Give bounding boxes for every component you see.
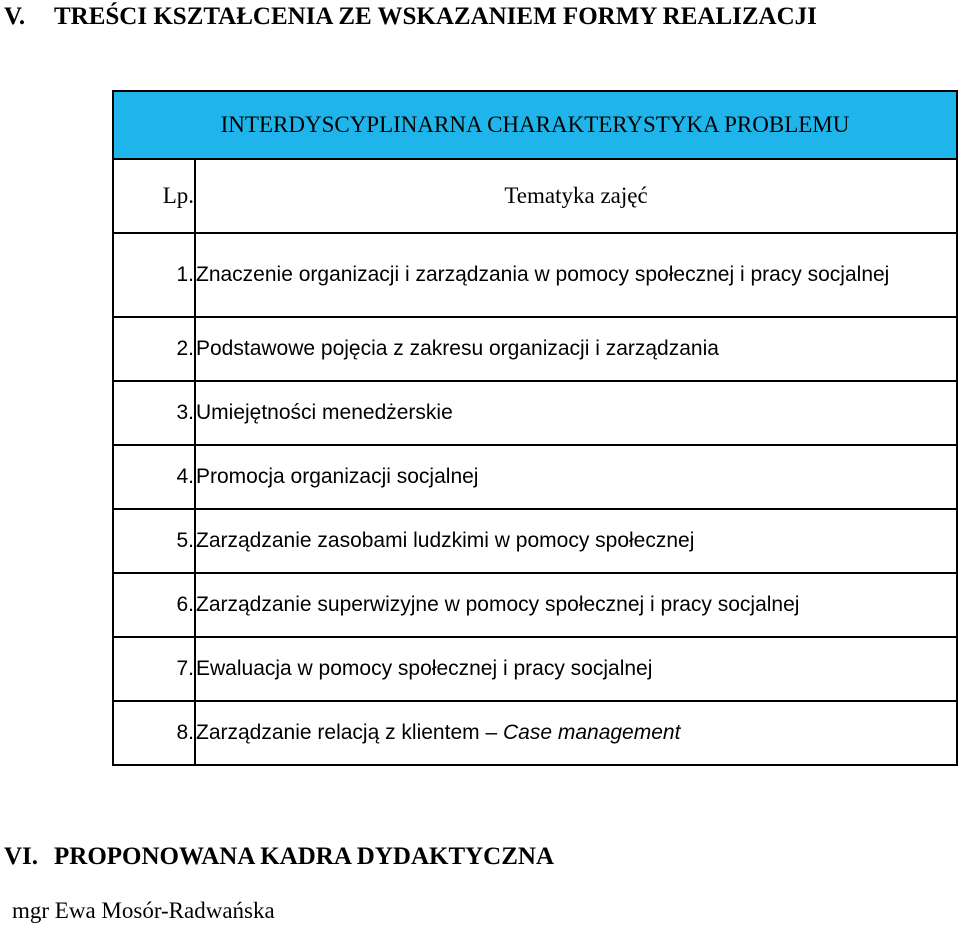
syllabus-table [112,90,958,766]
table-row [113,509,957,573]
table-row [113,445,957,509]
table-banner: INTERDYSCYPLINARNA CHARAKTERYSTYKA PROBLEMU [113,91,957,159]
table-row [113,701,957,765]
section-v-heading [4,2,817,32]
row-number: 4. [113,445,195,509]
row-number: 2. [113,317,195,381]
row-topic: Umiejętności menedżerskie [195,381,957,445]
row-topic: Ewaluacja w pomocy społecznej i pracy socjalnej [195,637,957,701]
section-vi-number: VI. [4,843,39,870]
row-number: 8. [113,701,195,765]
row-number: 5. [113,509,195,573]
row-topic: Promocja organizacji socjalnej [195,445,957,509]
row-topic [195,701,957,765]
section-vi-heading [4,842,554,872]
table-row [113,637,957,701]
table-row [113,381,957,445]
table-row [113,573,957,637]
section-v-number: V. [4,3,26,30]
table-row [113,317,957,381]
column-header-lp: Lp. [113,159,195,233]
row-topic: Zarządzanie superwizyjne w pomocy społecznej i pracy socjalnej [195,573,957,637]
row-topic: Podstawowe pojęcia z zakresu organizacji i zarządzania [195,317,957,381]
row-number: 3. [113,381,195,445]
row-topic: Znaczenie organizacji i zarządzania w pomocy społecznej i pracy socjalnej [195,233,957,317]
row-number: 1. [113,233,195,317]
row-topic: Zarządzanie zasobami ludzkimi w pomocy społecznej [195,509,957,573]
lecturer-name: mgr Ewa Mosór-Radwańska [12,898,275,923]
column-header-topic: Tematyka zajęć [195,159,957,233]
section-vi-title: PROPONOWANA KADRA DYDAKTYCZNA [54,843,555,870]
row-topic-text: Zarządzanie relacją z klientem – [196,721,503,744]
table-row [113,233,957,317]
row-topic-italic: Case management [502,721,681,744]
section-v-title: TREŚCI KSZTAŁCENIA ZE WSKAZANIEM FORMY REALIZACJI [54,3,817,30]
row-number: 6. [113,573,195,637]
row-number: 7. [113,637,195,701]
